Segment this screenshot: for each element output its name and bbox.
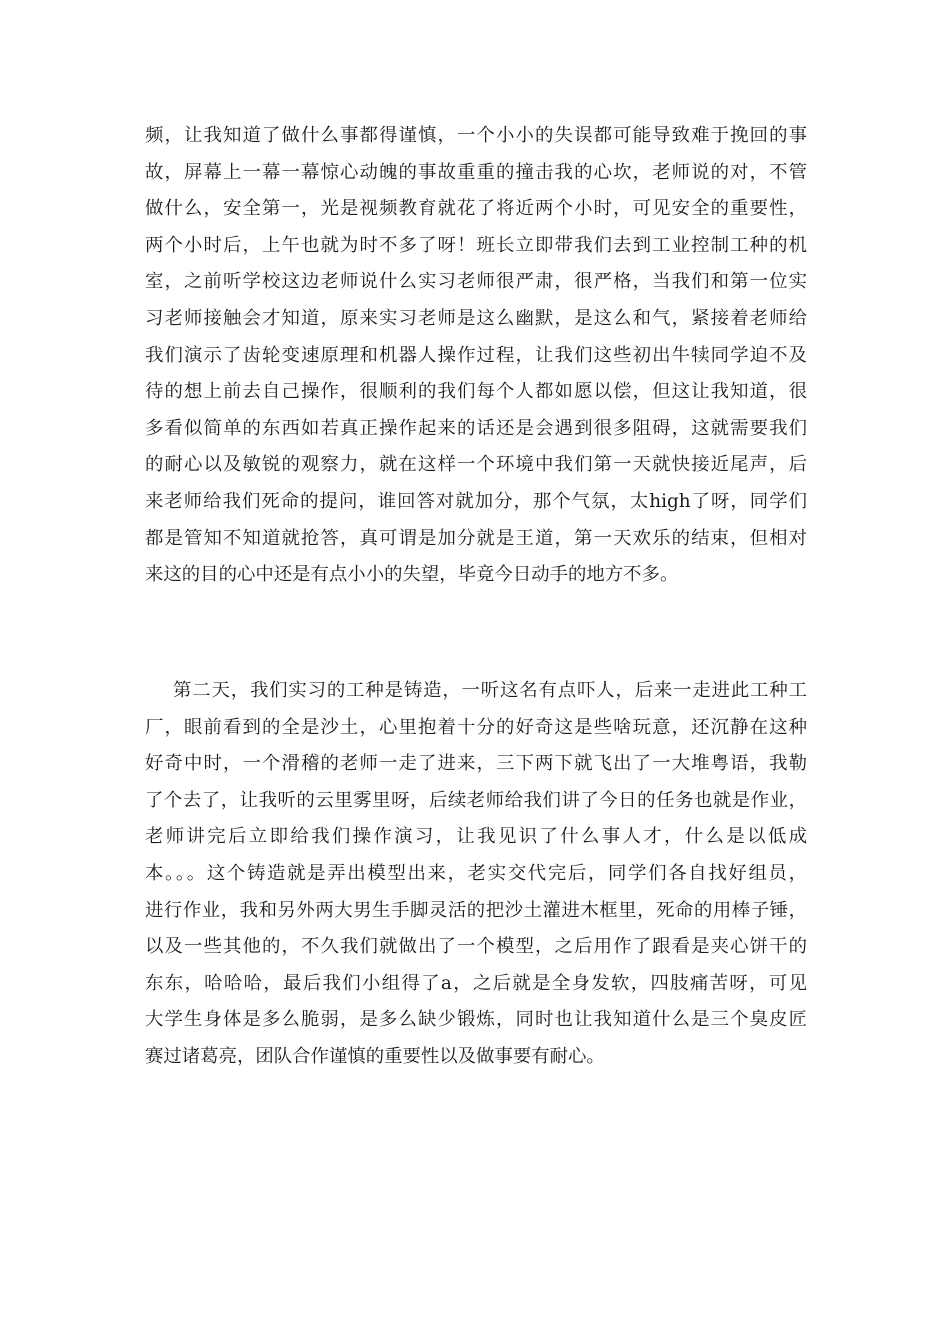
paragraph-line: 以及一些其他的，不久我们就做出了一个模型，之后用作了跟看是夹心饼干的 — [145, 936, 807, 958]
paragraph-line: 待的想上前去自己操作，很顺利的我们每个人都如愿以偿，但这让我知道，很 — [145, 381, 807, 403]
paragraph-line: 多看似简单的东西如若真正操作起来的话还是会遇到很多阻碍，这就需要我们 — [145, 417, 807, 439]
paragraph-line: 习老师接触会才知道，原来实习老师是这么幽默，是这么和气，紧接着老师给 — [145, 307, 807, 329]
paragraph-line: 频，让我知道了做什么事都得谨慎，一个小小的失误都可能导致难于挽回的事 — [145, 125, 807, 146]
paragraph-1 — [145, 118, 807, 594]
paragraph-line: 的耐心以及敏锐的观察力，就在这样一个环境中我们第一天就快接近尾声，后 — [145, 454, 807, 476]
paragraph-line: 第二天，我们实习的工种是铸造，一听这名有点吓人，后来一走进此工种工 — [173, 680, 807, 701]
paragraph-line: 厂，眼前看到的全是沙土，心里抱着十分的好奇这是些啥玩意，还沉静在这种 — [145, 716, 807, 738]
paragraph-line: 来这的目的心中还是有点小小的失望，毕竟今日动手的地方不多。 — [145, 564, 679, 586]
paragraph-line: 故，屏幕上一幕一幕惊心动魄的事故重重的撞击我的心坎，老师说的对，不管 — [145, 161, 807, 183]
paragraph-line: 我们演示了齿轮变速原理和机器人操作过程，让我们这些初出牛犊同学迫不及 — [145, 344, 807, 366]
paragraph-line: 本。。。这个铸造就是弄出模型出来，老实交代完后，同学们各自找好组员， — [145, 862, 807, 884]
paragraph-line: 都是管知不知道就抢答，真可谓是加分就是王道，第一天欢乐的结束，但相对 — [145, 527, 807, 549]
paragraph-line: 好奇中时，一个滑稽的老师一走了进来，三下两下就飞出了一大堆粤语，我勒 — [145, 753, 807, 775]
paragraph-line: 东东，哈哈哈，最后我们小组得了a，之后就是全身发软，四肢痛苦呀，可见 — [145, 972, 807, 994]
paragraph-line: 进行作业，我和另外两大男生手脚灵活的把沙土灌进木框里，死命的用棒子锤， — [145, 899, 807, 921]
paragraph-line: 室，之前听学校这边老师说什么实习老师很严肃，很严格，当我们和第一位实 — [145, 271, 807, 293]
paragraph-line: 老师讲完后立即给我们操作演习，让我见识了什么事人才，什么是以低成 — [145, 826, 807, 848]
paragraph-line: 赛过诸葛亮，团队合作谨慎的重要性以及做事要有耐心。 — [145, 1045, 605, 1067]
paragraph-line: 做什么，安全第一，光是视频教育就花了将近两个小时，可见安全的重要性， — [145, 198, 807, 220]
paragraph-line: 两个小时后，上午也就为时不多了呀！班长立即带我们去到工业控制工种的机 — [145, 234, 807, 256]
paragraph-line: 了个去了，让我听的云里雾里呀，后续老师给我们讲了今日的任务也就是作业， — [145, 789, 807, 811]
paragraph-line: 来老师给我们死命的提问，谁回答对就加分，那个气氛，太high了呀，同学们 — [145, 490, 807, 512]
paragraph-2 — [145, 673, 807, 1076]
paragraph-line: 大学生身体是多么脆弱，是多么缺少锻炼，同时也让我知道什么是三个臭皮匠 — [145, 1009, 807, 1031]
